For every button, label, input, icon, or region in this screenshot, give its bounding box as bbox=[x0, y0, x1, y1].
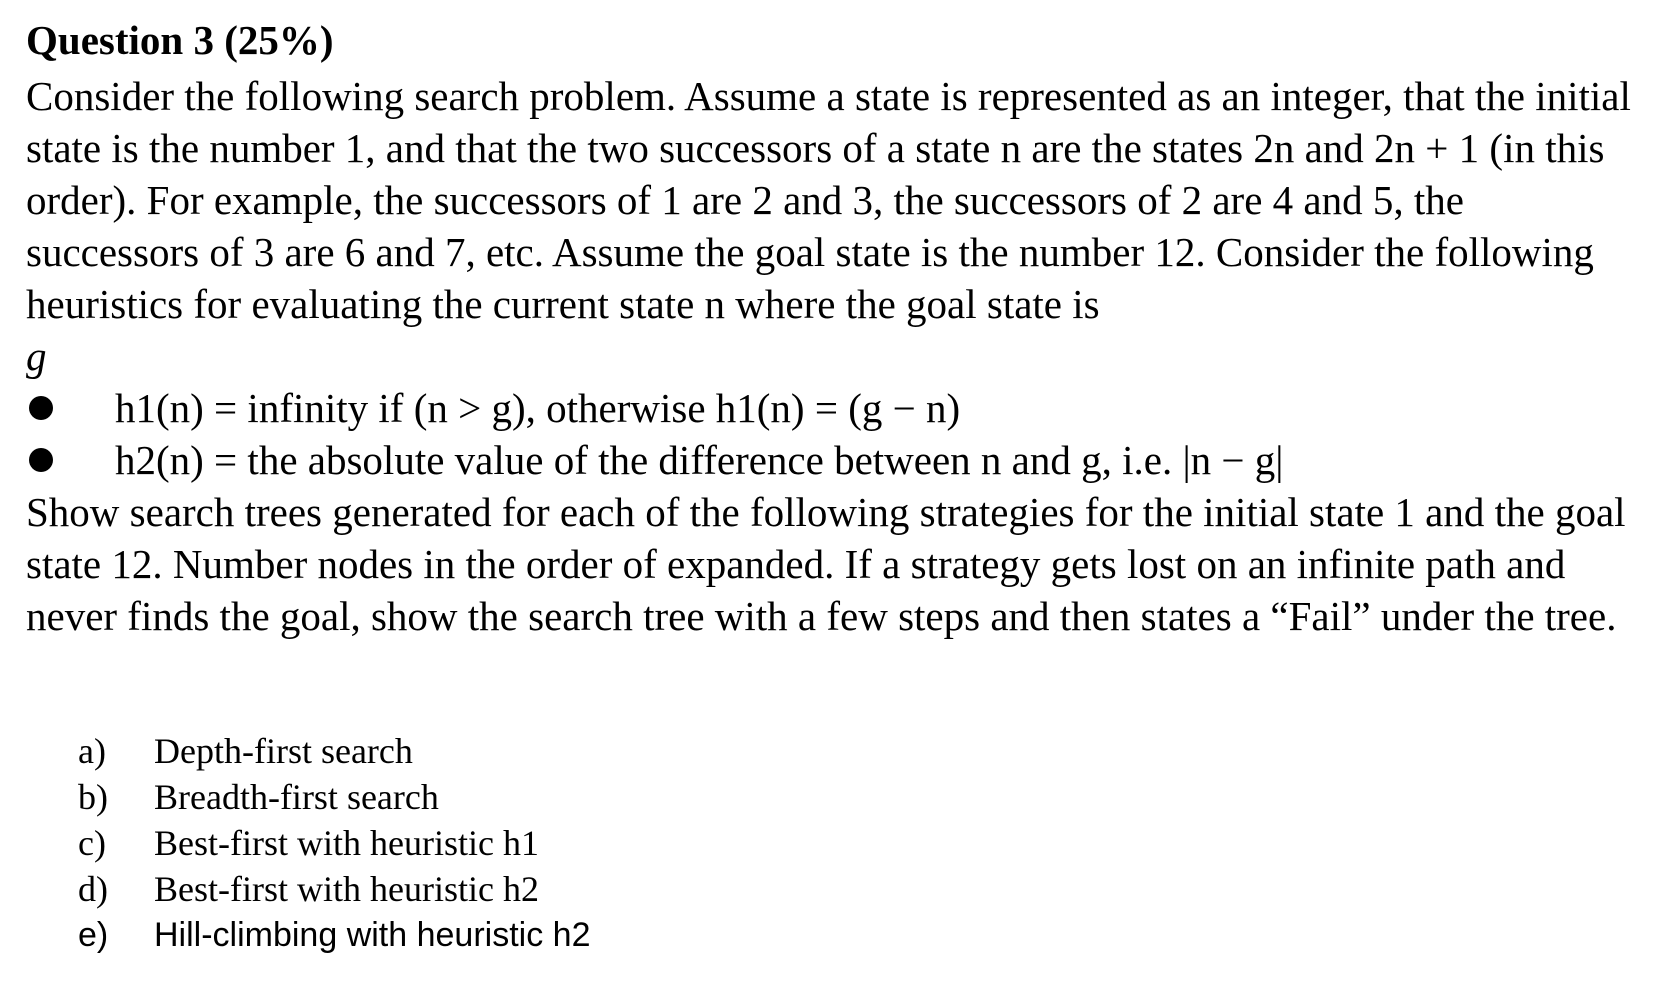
option-text: Best-first with heuristic h1 bbox=[154, 823, 539, 863]
question-intro: Consider the following search problem. Assume a state is represented as an integer, that the initial state is the number 1, and that the two successors of a state n are the states 2n and 2n + 1 (in this order). For example, the successors of 1 are 2 and 3, the successors of 2 are 4 and 5, the successors of 3 are 6 and 7, etc. Assume the goal state is the number 12. Consider the following heuristics for evaluating the current state n where the goal state is bbox=[26, 73, 1631, 327]
option-text: Hill-climbing with heuristic h2 bbox=[154, 916, 591, 954]
option-d bbox=[78, 866, 590, 912]
option-a bbox=[78, 728, 590, 774]
option-b bbox=[78, 774, 590, 820]
heuristics-list bbox=[26, 382, 1646, 486]
option-c bbox=[78, 820, 590, 866]
option-letter: e) bbox=[78, 916, 109, 954]
goal-symbol: g bbox=[26, 333, 47, 379]
bullet-icon bbox=[29, 448, 53, 472]
bullet-icon bbox=[29, 396, 53, 420]
option-e bbox=[78, 912, 590, 958]
option-text: Depth-first search bbox=[154, 731, 413, 771]
option-letter: d) bbox=[78, 869, 108, 909]
heuristic-h2 bbox=[26, 434, 1646, 486]
question-title: Question 3 (25%) bbox=[26, 17, 334, 63]
option-text: Best-first with heuristic h2 bbox=[154, 869, 539, 909]
option-letter: a) bbox=[78, 731, 106, 771]
question-instructions: Show search trees generated for each of the following strategies for the initial state 1 and the goal state 12. Number nodes in the order of expanded. If a strategy gets lost on an infinite path and never finds the goal, show the search tree with a few steps and then states a “Fail” under the tree. bbox=[26, 489, 1626, 639]
heuristic-text: h1(n) = infinity if (n > g), otherwise h1(n) = (g − n) bbox=[115, 385, 961, 431]
option-letter: c) bbox=[78, 823, 106, 863]
heuristic-h1 bbox=[26, 382, 1646, 434]
option-letter: b) bbox=[78, 777, 108, 817]
heuristic-text: h2(n) = the absolute value of the difference between n and g, i.e. |n − g| bbox=[115, 437, 1284, 483]
question-block bbox=[26, 10, 1646, 642]
strategy-options bbox=[78, 728, 590, 958]
option-text: Breadth-first search bbox=[154, 777, 439, 817]
